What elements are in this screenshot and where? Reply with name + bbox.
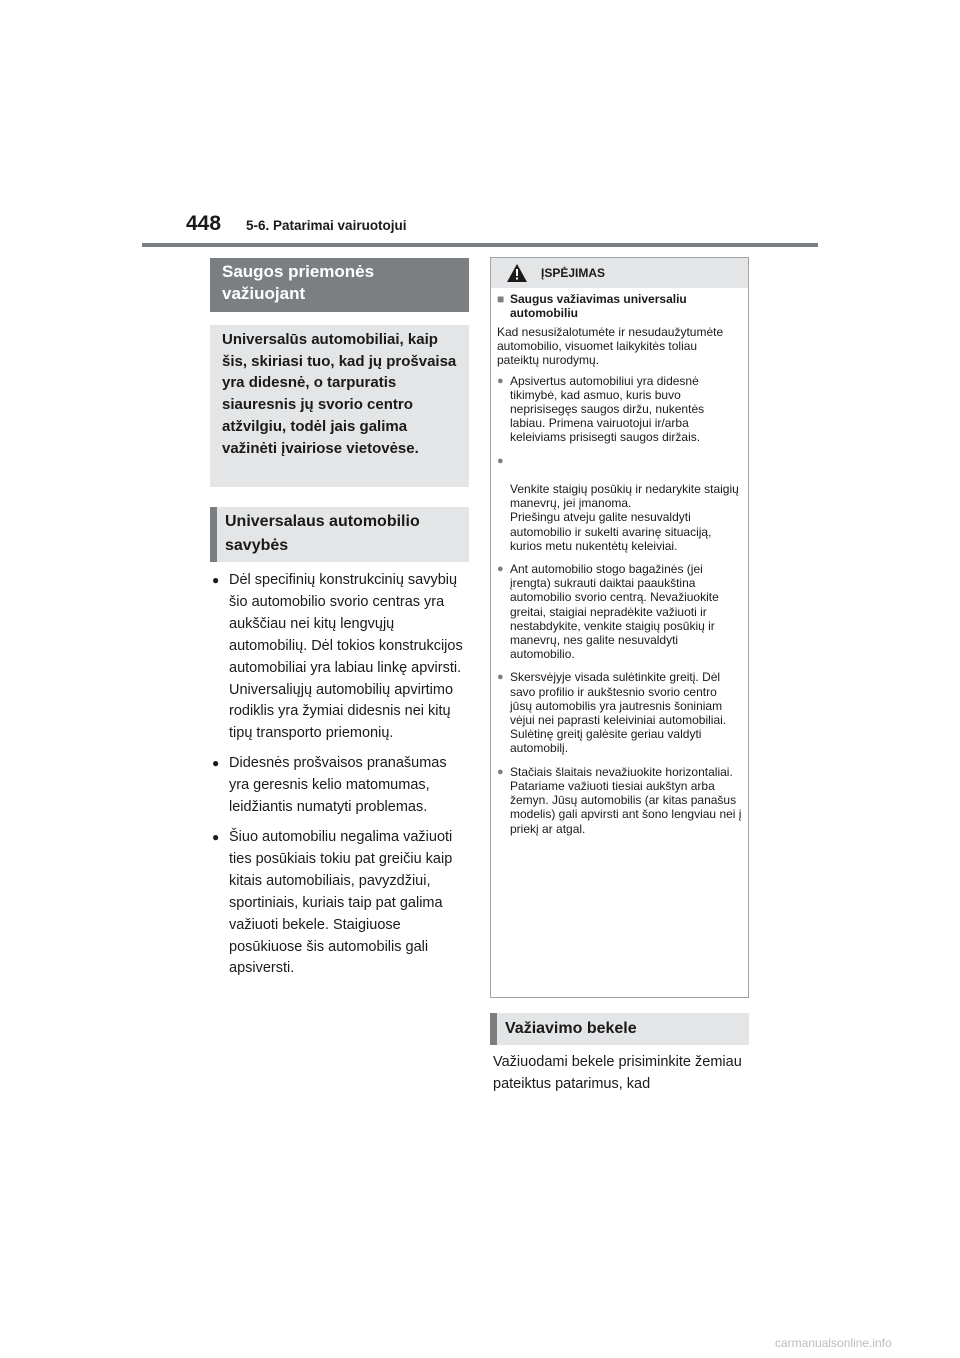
square-bullet-icon: ■	[497, 292, 505, 306]
offroad-text: Važiuodami bekele prisiminkite žemiau pateiktus patarimus, kad	[493, 1054, 742, 1092]
warning-item-text: Venkite staigių posūkių ir nedarykite staigių manevrų, jei įmanoma. Priešingu atveju galite nesuvaldyti automobilio ir sukelti avarinę situaciją, kurios metu nukentėtų keleiviai.	[510, 482, 739, 553]
bullet-dot-icon: ●	[212, 829, 220, 844]
bullet-dot-icon: ●	[497, 563, 504, 576]
warning-item-text: Apsivertus automobiliui yra didesnė tikimybė, kad asmuo, kuris buvo neprisisegęs saugos diržu, nukentės labiau. Primena vairuotojui ir/arba keleiviams prisisegti saugos diržais.	[510, 373, 705, 445]
header-rule	[142, 243, 818, 247]
list-item	[497, 562, 742, 661]
list-item	[497, 454, 742, 553]
warning-item-text: Skersvėjyje visada sulėtinkite greitį. Dėl savo profilio ir aukštesnio svorio centro jūsų automobilis yra jautresnis šoniniam vėjui nei paprasti keleiviniai automobiliai. Sulėtinę greitį galėsite geriau valdyti automobilį.	[510, 670, 727, 756]
warning-subtitle	[497, 292, 742, 320]
bullet-dot-icon: ●	[497, 374, 504, 387]
offroad-subheading: Važiavimo bekele	[490, 1013, 749, 1045]
warning-intro: Kad nesusižalotumėte ir nesudaužytumėte automobilio, visuomet laikykitės toliau pateiktų nurodymų.	[497, 325, 724, 368]
bullet-dot-icon: ●	[497, 671, 504, 684]
safety-heading: Saugos priemonės važiuojant	[210, 258, 469, 312]
list-item	[497, 765, 742, 836]
list-item	[497, 670, 742, 755]
bullet-dot-icon: ●	[212, 756, 220, 771]
warning-body	[491, 288, 748, 836]
watermark: carmanualsonline.info	[775, 1336, 892, 1350]
bullet-text: Didesnės prošvaisos pranašumas yra geresnis kelio matomumas, leidžiantis numatyti problemas.	[229, 755, 447, 816]
bullet-text: Šiuo automobiliu negalima važiuoti ties posūkiais tokiu pat greičiu kaip kitais automobiliais, pavyzdžiui, sportiniais, kuriais taip pat galima važiuoti bekele. Staigiuose posūkiuose šis automobilis gali apsiversti.	[229, 828, 453, 977]
list-item	[212, 753, 468, 819]
warning-header	[491, 258, 748, 288]
section-title: 5-6. Patarimai vairuotojui	[246, 218, 407, 233]
list-item	[212, 827, 468, 980]
intro-box: Universalūs automobiliai, kaip šis, skiriasi tuo, kad jų prošvaisa yra didesnė, o tarpuratis siauresnis jų svorio centro atžvilgiu, todėl jais galima važinėti įvairiose vietovėse.	[210, 325, 469, 487]
page-number: 448	[186, 212, 222, 235]
bullet-dot-icon: ●	[497, 454, 504, 467]
warning-box	[490, 257, 749, 998]
properties-subheading: Universalaus automobilio savybės	[210, 507, 469, 562]
bullet-list	[212, 570, 468, 988]
list-item	[212, 570, 468, 745]
bullet-dot-icon: ●	[497, 765, 504, 778]
warning-title: ĮSPĖJIMAS	[541, 266, 606, 280]
list-item	[497, 374, 742, 445]
bullet-dot-icon: ●	[212, 573, 220, 587]
warning-triangle-icon	[507, 264, 527, 282]
warning-item-text: Ant automobilio stogo bagažinės (jei įrengta) sukrauti daiktai paaukština automobilio svorio centrą. Nevažiuokite greitai, staigiai nepradėkite važiuoti ir nestabdykite, venkite staigių posūkių ir manevrų, nes galite nesuvaldyti automobilio.	[510, 562, 719, 662]
warning-item-text: Stačiais šlaitais nevažiuokite horizontaliai. Patariame važiuoti tiesiai aukštyn arba žemyn. Jūsų automobilis (ar kitas panašus modelis) gali apvirsti ant šono lengviau nei į priekį ar atgal.	[510, 764, 742, 836]
warning-subtitle-text: Saugus važiavimas universaliu automobiliu	[510, 292, 687, 320]
bullet-text: Dėl specifinių konstrukcinių savybių šio automobilio svorio centras yra aukščiau nei kitų lengvųjų automobilių. Dėl tokios konstrukcijos automobiliai yra labiau linkę apvirsti. Universaliųjų automobilių apvirtimo rodiklis yra žymiai didesnis nei kitų tipų transporto priemonių.	[229, 572, 463, 742]
